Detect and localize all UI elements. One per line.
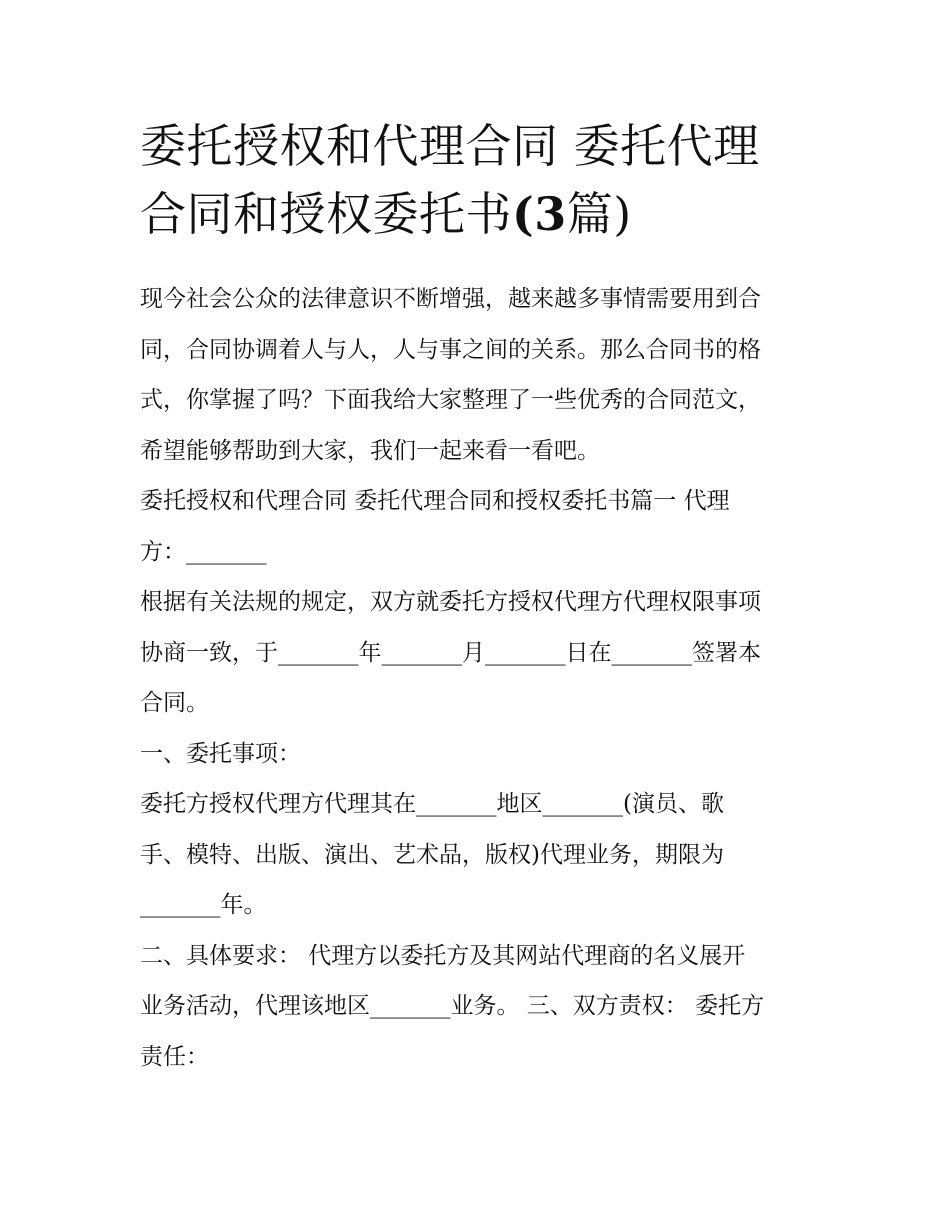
title-line-2 (140, 180, 812, 248)
text-line: 二、具体要求： 代理方以委托方及其网站代理商的名义展开 (140, 942, 746, 969)
clause-1-body (140, 779, 812, 931)
title-count-tail: 篇) (566, 187, 632, 241)
document-body (140, 274, 812, 1082)
text-line: 委托授权和代理合同 委托代理合同和授权委托书篇一 代理 (140, 488, 730, 514)
text-line: 协商一致，于_______年_______月_______日在_______签署本 (140, 639, 761, 666)
clause-1-heading (140, 729, 812, 780)
title-line-1: 委托授权和代理合同 委托代理 (140, 119, 760, 173)
title-line-2-text: 合同和授权委托书 (140, 187, 512, 241)
document-page (140, 112, 812, 1082)
text-line: 同，合同协调着人与人，人与事之间的关系。那么合同书的格 (140, 336, 761, 363)
document-title (140, 112, 812, 248)
text-line: 式，你掌握了吗？下面我给大家整理了一些优秀的合同范文， (140, 387, 761, 413)
text-line: 委托方授权代理方代理其在_______地区_______(演员、歌 (140, 791, 724, 817)
text-line: 根据有关法规的规定，双方就委托方授权代理方代理权限事项 (140, 589, 761, 615)
section-heading-paragraph (140, 476, 812, 577)
intro-paragraph (140, 274, 812, 476)
preamble-paragraph (140, 577, 812, 729)
text-line: 一、委托事项： (140, 740, 301, 767)
text-line: 手、模特、出版、演出、艺术品，版权)代理业务，期限为 (140, 841, 724, 868)
text-line: 合同。 (140, 690, 209, 716)
text-line: 方：_______ (140, 538, 267, 565)
clause-2-paragraph (140, 931, 812, 1083)
text-line: 现今社会公众的法律意识不断增强，越来越多事情需要用到合 (140, 286, 761, 312)
text-line: 希望能够帮助到大家，我们一起来看一看吧。 (140, 437, 600, 464)
text-line: _______年。 (140, 892, 267, 918)
text-line: 业务活动，代理该地区_______业务。 三、双方责权： 委托方 (140, 993, 765, 1019)
text-line: 责任： (140, 1043, 209, 1070)
title-count: (3 (512, 187, 567, 241)
